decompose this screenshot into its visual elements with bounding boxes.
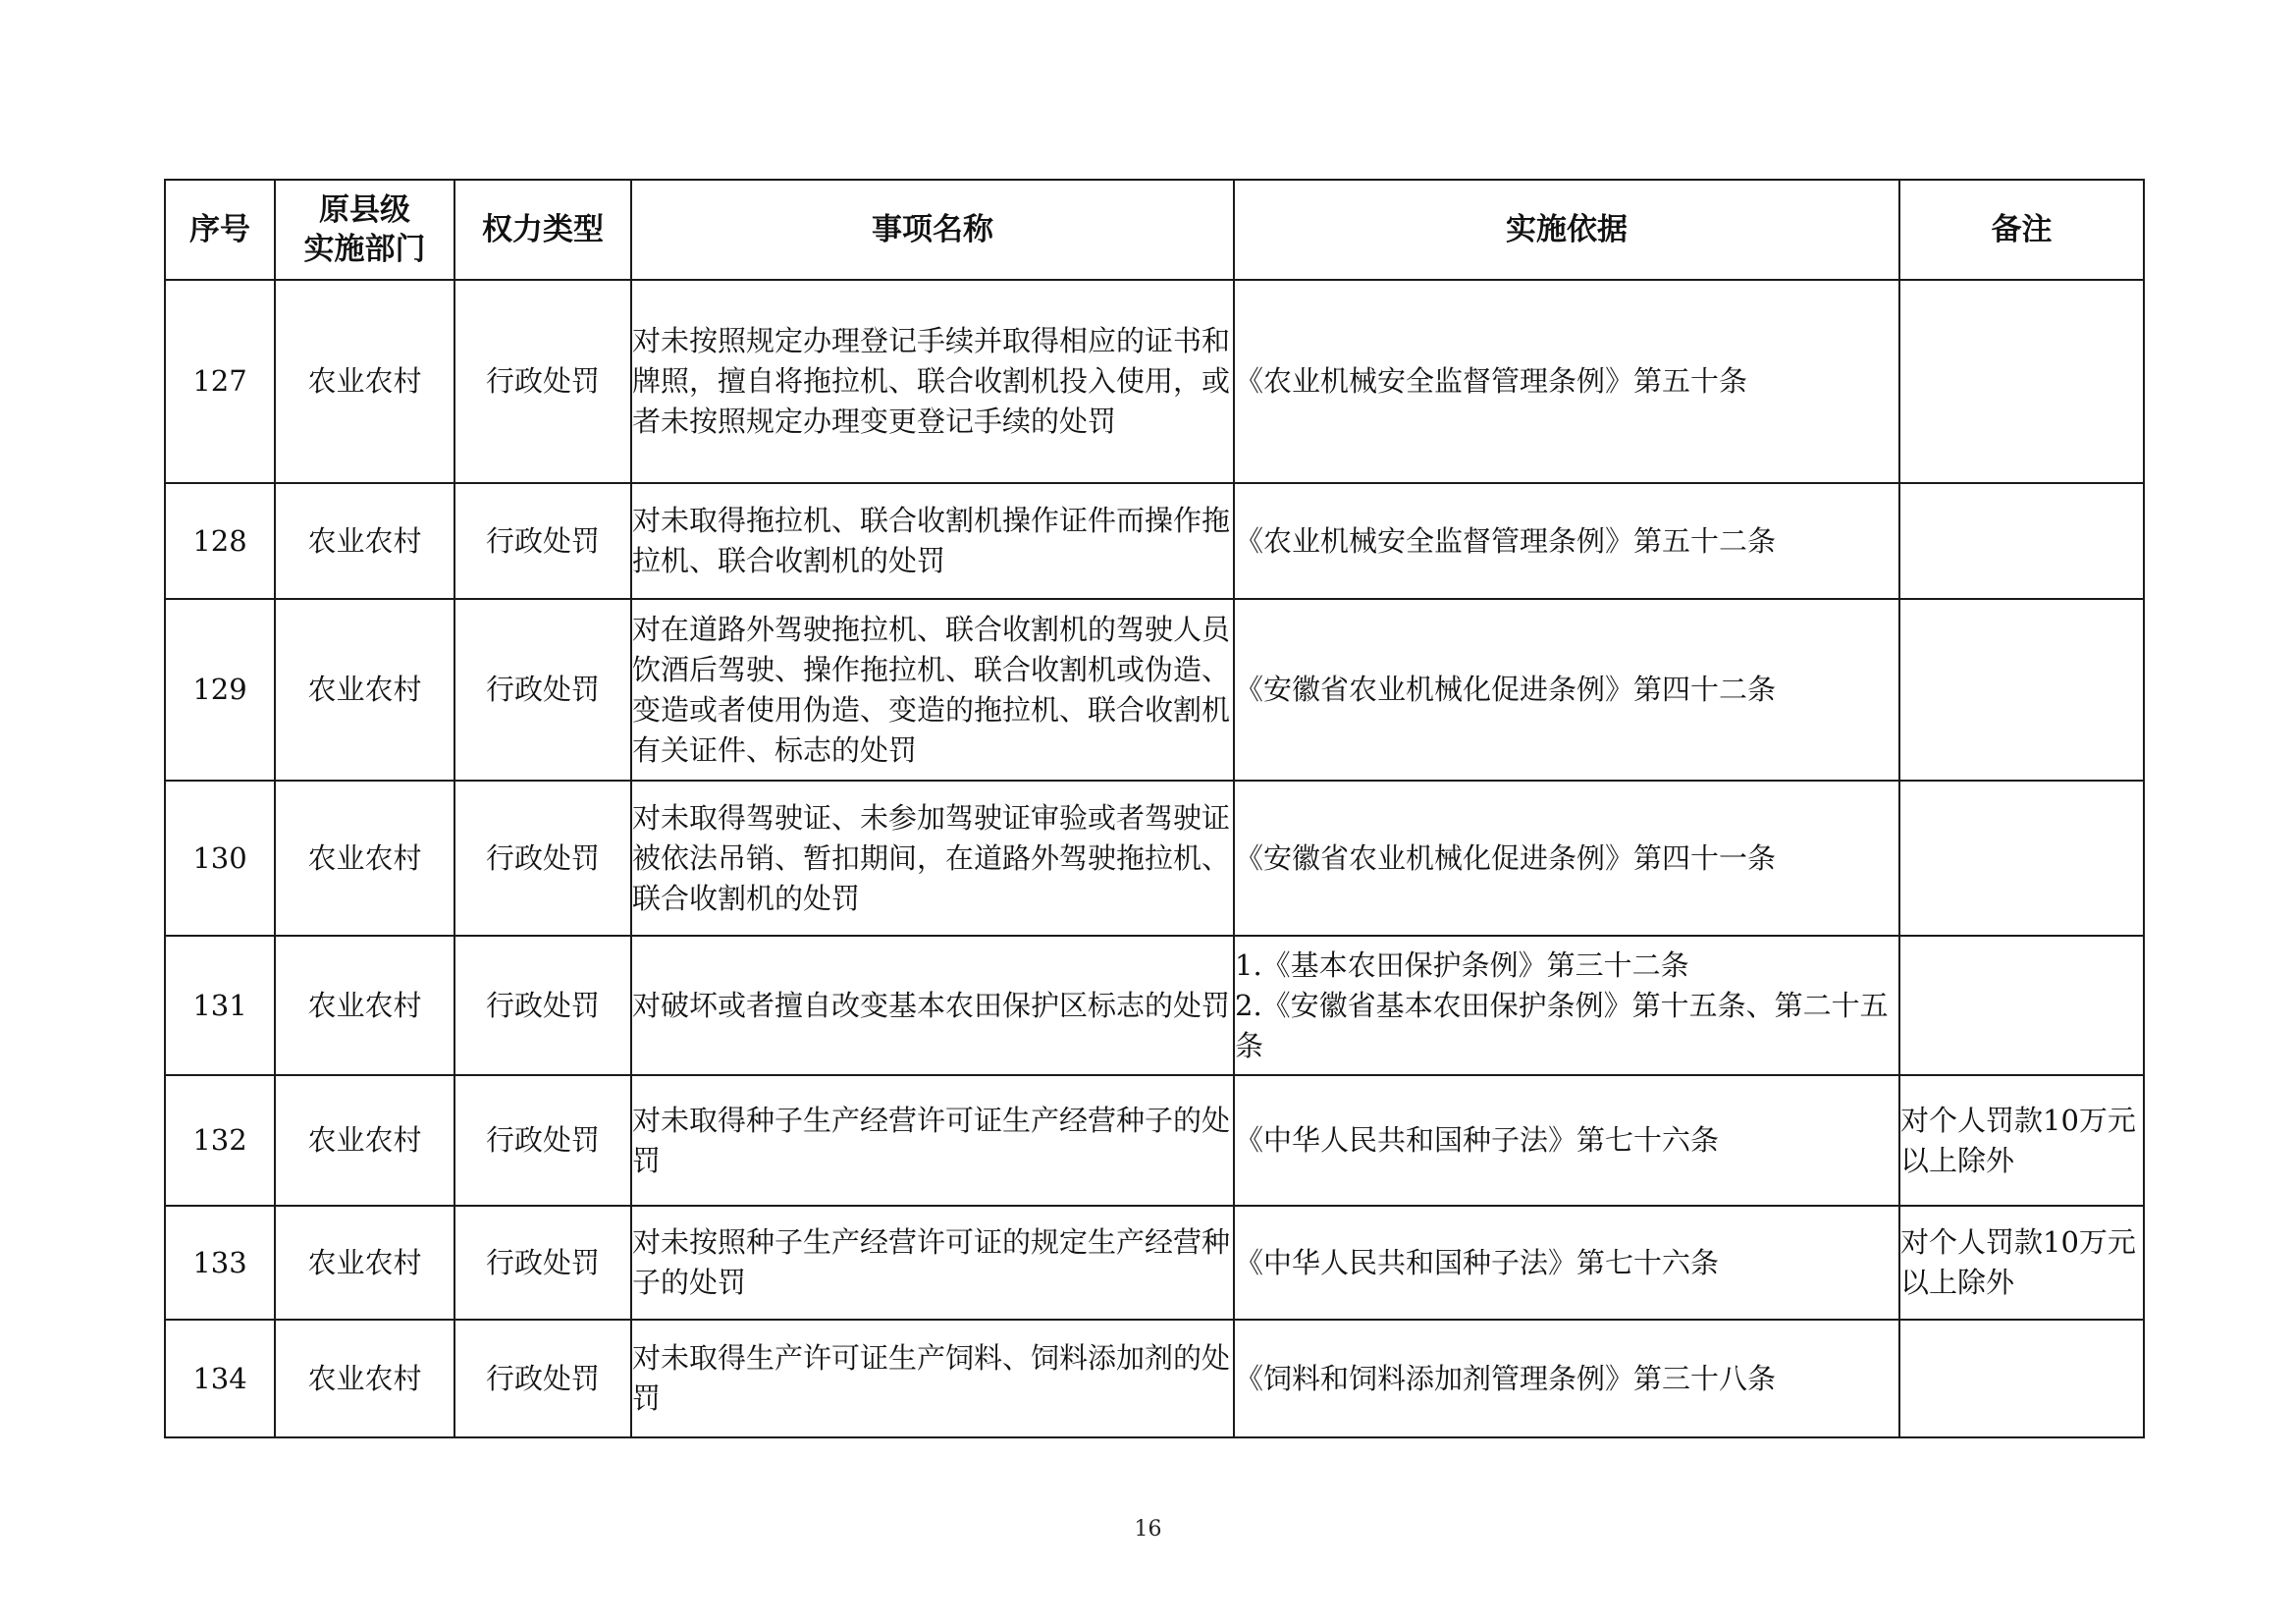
basis-line: 《农业机械安全监督管理条例》第五十二条 — [1235, 523, 1777, 558]
table-row — [165, 1075, 2144, 1206]
header-basis: 实施依据 — [1234, 180, 1899, 280]
header-note: 备注 — [1899, 180, 2144, 280]
cell-seq: 127 — [165, 280, 275, 483]
cell-dept: 农业农村 — [275, 1206, 454, 1320]
header-power-type: 权力类型 — [454, 180, 631, 280]
cell-seq: 131 — [165, 936, 275, 1075]
cell-item-name: 对破坏或者擅自改变基本农田保护区标志的处罚 — [631, 936, 1234, 1075]
cell-note — [1899, 483, 2144, 599]
cell-seq: 129 — [165, 599, 275, 781]
basis-line: 《中华人民共和国种子法》第七十六条 — [1235, 1245, 1720, 1279]
basis-line: 《安徽省农业机械化促进条例》第四十一条 — [1235, 840, 1777, 875]
header-dept-line1: 原县级 — [319, 192, 410, 228]
table-row — [165, 599, 2144, 781]
cell-power-type: 行政处罚 — [454, 1320, 631, 1437]
cell-basis — [1234, 1320, 1899, 1437]
cell-item-name: 对未按照种子生产经营许可证的规定生产经营种子的处罚 — [631, 1206, 1234, 1320]
table-row — [165, 781, 2144, 936]
cell-basis — [1234, 936, 1899, 1075]
header-item-name: 事项名称 — [631, 180, 1234, 280]
basis-line: 1.《基本农田保护条例》第三十二条 — [1235, 947, 1689, 982]
page-number: 16 — [1134, 1517, 1162, 1542]
header-seq: 序号 — [165, 180, 275, 280]
table-row — [165, 1206, 2144, 1320]
cell-power-type: 行政处罚 — [454, 483, 631, 599]
cell-note — [1899, 599, 2144, 781]
cell-seq: 132 — [165, 1075, 275, 1206]
cell-dept: 农业农村 — [275, 1075, 454, 1206]
basis-line: 《安徽省农业机械化促进条例》第四十二条 — [1235, 673, 1777, 706]
basis-line: 2.《安徽省基本农田保护条例》第十五条、第二十五条 — [1235, 988, 1889, 1062]
cell-power-type: 行政处罚 — [454, 1206, 631, 1320]
cell-power-type: 行政处罚 — [454, 781, 631, 936]
table-row — [165, 936, 2144, 1075]
cell-basis — [1234, 483, 1899, 599]
cell-dept: 农业农村 — [275, 280, 454, 483]
cell-dept: 农业农村 — [275, 599, 454, 781]
cell-seq: 133 — [165, 1206, 275, 1320]
cell-note — [1899, 280, 2144, 483]
power-list-table — [164, 179, 2145, 1438]
cell-basis — [1234, 280, 1899, 483]
cell-note: 对个人罚款10万元以上除外 — [1899, 1206, 2144, 1320]
cell-note — [1899, 781, 2144, 936]
cell-power-type: 行政处罚 — [454, 1075, 631, 1206]
cell-item-name: 对未按照规定办理登记手续并取得相应的证书和牌照，擅自将拖拉机、联合收割机投入使用，或者未按照规定办理变更登记手续的处罚 — [631, 280, 1234, 483]
table-row — [165, 1320, 2144, 1437]
cell-seq: 128 — [165, 483, 275, 599]
cell-dept: 农业农村 — [275, 483, 454, 599]
cell-basis — [1234, 781, 1899, 936]
cell-power-type: 行政处罚 — [454, 936, 631, 1075]
basis-line: 《中华人民共和国种子法》第七十六条 — [1235, 1123, 1720, 1157]
header-row — [165, 180, 2144, 280]
basis-line: 《饲料和饲料添加剂管理条例》第三十八条 — [1235, 1361, 1777, 1395]
cell-note — [1899, 936, 2144, 1075]
cell-seq: 134 — [165, 1320, 275, 1437]
cell-basis — [1234, 1206, 1899, 1320]
table-row — [165, 280, 2144, 483]
header-dept — [275, 180, 454, 280]
header-dept-line2: 实施部门 — [303, 232, 426, 267]
cell-power-type: 行政处罚 — [454, 280, 631, 483]
cell-item-name: 对未取得拖拉机、联合收割机操作证件而操作拖拉机、联合收割机的处罚 — [631, 483, 1234, 599]
cell-dept: 农业农村 — [275, 781, 454, 936]
cell-item-name: 对未取得驾驶证、未参加驾驶证审验或者驾驶证被依法吊销、暂扣期间，在道路外驾驶拖拉机、联合收割机的处罚 — [631, 781, 1234, 936]
cell-seq: 130 — [165, 781, 275, 936]
cell-dept: 农业农村 — [275, 1320, 454, 1437]
cell-note: 对个人罚款10万元以上除外 — [1899, 1075, 2144, 1206]
cell-item-name: 对未取得生产许可证生产饲料、饲料添加剂的处罚 — [631, 1320, 1234, 1437]
cell-basis — [1234, 599, 1899, 781]
basis-line: 《农业机械安全监督管理条例》第五十条 — [1235, 364, 1748, 398]
cell-basis — [1234, 1075, 1899, 1206]
table-row — [165, 483, 2144, 599]
cell-note — [1899, 1320, 2144, 1437]
cell-item-name: 对未取得种子生产经营许可证生产经营种子的处罚 — [631, 1075, 1234, 1206]
cell-power-type: 行政处罚 — [454, 599, 631, 781]
cell-item-name: 对在道路外驾驶拖拉机、联合收割机的驾驶人员饮酒后驾驶、操作拖拉机、联合收割机或伪造、变造或者使用伪造、变造的拖拉机、联合收割机有关证件、标志的处罚 — [631, 599, 1234, 781]
cell-dept: 农业农村 — [275, 936, 454, 1075]
